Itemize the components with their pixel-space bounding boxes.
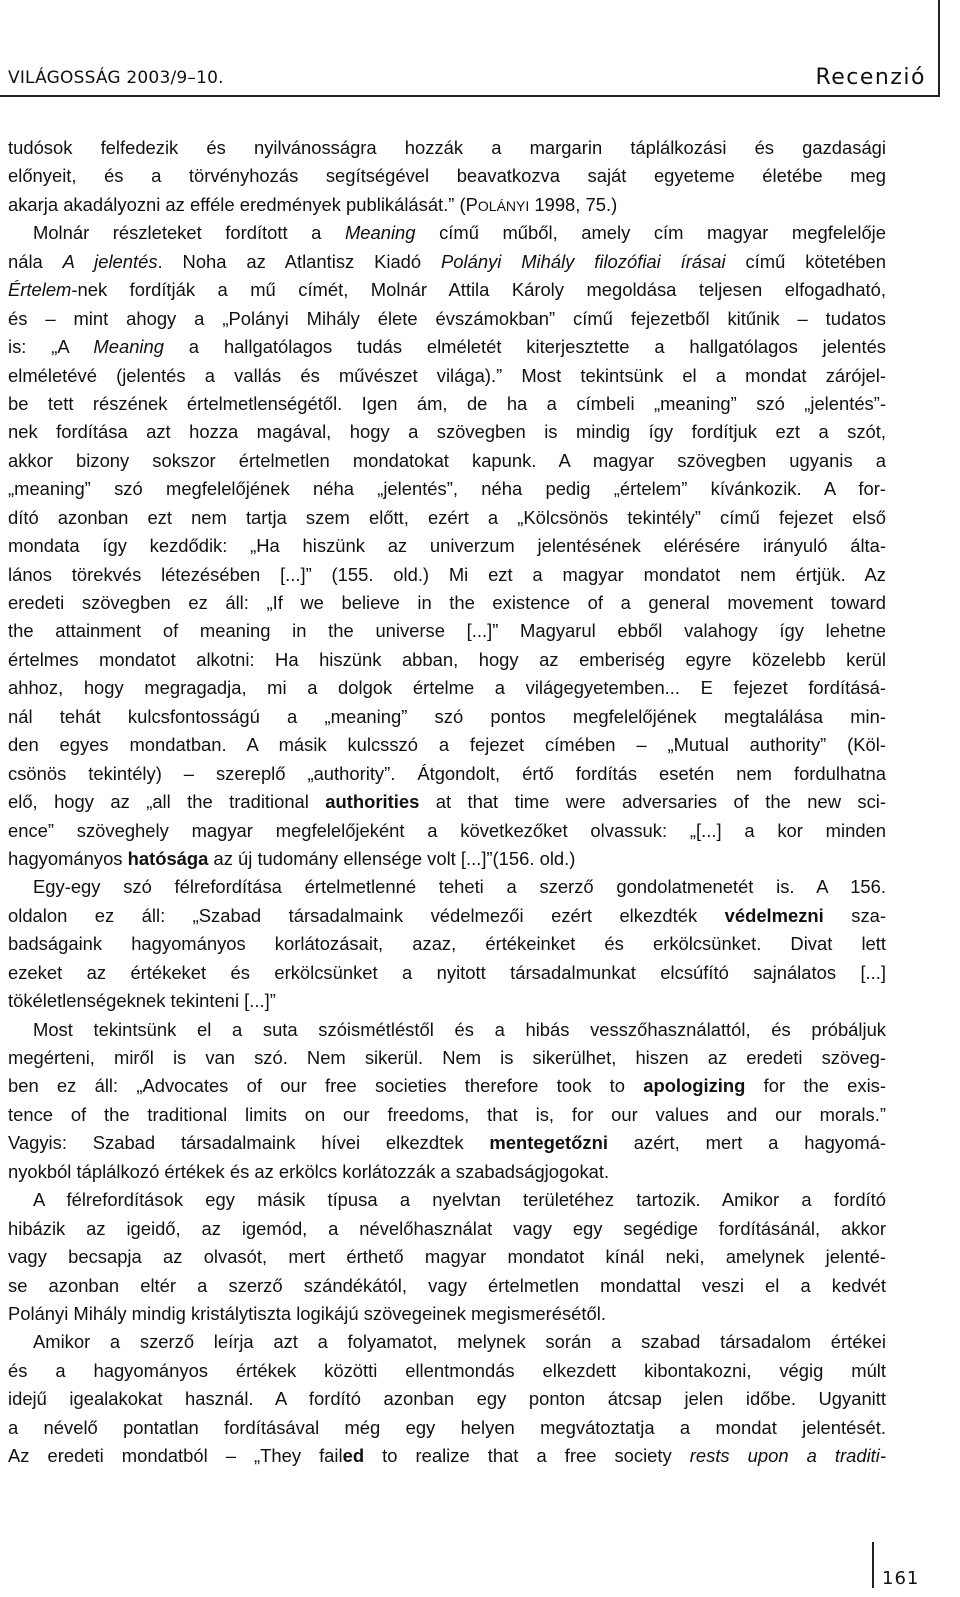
text-run: ahhoz, hogy megragadja, mi a dolgok értelme a világegyetemben... E fejezet fordításá- <box>8 677 886 699</box>
text-line <box>8 760 886 788</box>
text-line <box>8 362 886 390</box>
text-run: be tett részének értelmetlenségétől. Igen ám, de ha a címbeli „meaning” szó „jelentés”- <box>8 392 886 414</box>
text-run: se azonban eltér a szerző szándékától, vagy értelmetlen mondattal veszi el a kedvét <box>8 1274 886 1296</box>
text-line <box>8 589 886 617</box>
text-run: előnyeit, és a törvényhozás segítségével beavatkozva saját egyeteme életébe meg <box>8 165 886 187</box>
text-run: az új tudomány ellensége volt [...]”(156. old.) <box>208 847 576 869</box>
text-line <box>8 1101 886 1129</box>
text-run: for the exis- <box>745 1075 886 1097</box>
text-run: című kötetében <box>725 250 886 272</box>
text-run: nek fordítása azt hozza magával, hogy a szövegben is mindig így fordítjuk ezt a szót, <box>8 421 886 443</box>
text-run: Most tekintsünk el a suta szóismétléstől és a hibás vesszőhasználattól, és próbáljuk <box>33 1018 886 1040</box>
text-run: nála <box>8 250 63 272</box>
text-line <box>8 930 886 958</box>
styled-text-run: Meaning <box>344 222 416 244</box>
text-run: idejű igealakokat használ. A fordító azonban egy ponton átcsap jelen időbe. Ugyanitt <box>8 1388 886 1410</box>
text-run: A félrefordítások egy másik típusa a nyelvtan területéhez tartozik. Amikor a fordító <box>33 1189 886 1211</box>
text-line <box>8 703 886 731</box>
text-run: Amikor a szerző leírja azt a folyamatot, melynek során a szabad társadalom értékei <box>33 1331 886 1353</box>
text-run: Az eredeti mondatból – „They fail <box>8 1445 343 1467</box>
text-run: akkor bizony sokszor értelmetlen mondatokat kapunk. A magyar szövegben ugyanis a <box>8 449 886 471</box>
text-run: ben ez áll: „Advocates of our free societies therefore took to <box>8 1075 644 1097</box>
text-line <box>8 447 886 475</box>
text-line <box>8 561 886 589</box>
text-run: csönös tekintély) – szereplő „authority”. Átgondolt, értő fordítás esetén nem fordulhatna <box>8 762 886 784</box>
text-line <box>8 1300 886 1328</box>
text-run: to realize that a free society <box>364 1445 690 1467</box>
text-line <box>8 1072 886 1100</box>
styled-text-run: OLÁNYI <box>477 197 530 214</box>
text-line <box>8 1186 886 1214</box>
text-run: és a hagyományos értékek közötti ellentmondás elkezdett kibontakozni, végig múlt <box>8 1359 886 1381</box>
text-line <box>8 987 886 1015</box>
text-run: ezeket az értékeket és erkölcsünket a nyitott társadalmunkat elcsúfító sajnálatos [...] <box>8 961 886 983</box>
text-line <box>8 902 886 930</box>
text-run: lános törekvés létezésében [...]” (155. old.) Mi ezt a magyar mondatot nem értjük. Az <box>8 563 886 585</box>
text-line <box>8 674 886 702</box>
styled-text-run: Polányi Mihály filozófiai írásai <box>441 250 726 272</box>
text-run: is: „A <box>8 336 94 358</box>
section-title: Recenzió <box>815 65 926 90</box>
text-line <box>8 475 886 503</box>
styled-text-run: Meaning <box>93 336 164 358</box>
text-line <box>8 873 886 901</box>
text-run: Molnár részleteket fordított a <box>33 222 345 244</box>
text-line <box>8 1385 886 1413</box>
text-line <box>8 959 886 987</box>
text-line <box>8 788 886 816</box>
styled-text-run: A jelentés <box>62 250 158 272</box>
text-run: 1998, 75.) <box>529 193 618 215</box>
text-run: a hallgatólagos tudás elméletét kiterjesztette a hallgatólagos jelentés <box>163 336 886 358</box>
text-run: tökéletlenségeknek tekinteni [...]” <box>8 990 276 1012</box>
text-run: elméletévé (jelentés a vallás és művészet világa).” Most tekintsünk el a mondat zárójel- <box>8 364 886 386</box>
text-run: „meaning” szó megfelelőjének néha „jelentés”, néha pedig „értelem” kívánkozik. A for- <box>8 478 886 500</box>
text-run: oldalon ez áll: „Szabad társadalmaink védelmezői ezért elkezdték <box>8 904 725 926</box>
styled-text-run: apologizing <box>643 1075 746 1097</box>
text-line <box>8 1328 886 1356</box>
text-line <box>8 305 886 333</box>
text-run: azért, mert a hagyomá- <box>607 1132 886 1154</box>
text-line <box>8 191 886 219</box>
text-line <box>8 845 886 873</box>
text-line <box>8 646 886 674</box>
text-run: Vagyis: Szabad társadalmaink hívei elkezdtek <box>8 1132 490 1154</box>
text-run: ence” szöveghely magyar megfelelőjeként a következőket olvassuk: „[...] a kor minden <box>8 819 886 841</box>
text-line <box>8 248 886 276</box>
styled-text-run: mentegetőzni <box>489 1132 608 1154</box>
styled-text-run: ed <box>342 1445 365 1467</box>
text-line <box>8 1272 886 1300</box>
text-line <box>8 134 886 162</box>
text-run: megérteni, miről is van szó. Nem sikerül. Nem is sikerülhet, hiszen az eredeti szöveg- <box>8 1047 886 1068</box>
text-run: den egyes mondatban. A másik kulcsszó a fejezet címében – „Mutual authority” (Köl- <box>8 734 886 756</box>
text-run: tence of the traditional limits on our freedoms, that is, for our values and our morals.” <box>8 1103 886 1125</box>
text-line <box>8 1243 886 1271</box>
journal-issue: VILÁGOSSÁG 2003/9–10. <box>8 68 224 88</box>
text-run: a névelő pontatlan fordításával még egy helyen megvátoztatja a mondat jelentését. <box>8 1416 886 1438</box>
text-run: at that time were adversaries of the new sci- <box>419 791 886 813</box>
text-run: akarja akadályozni az efféle eredmények publikálását.” (P <box>8 193 478 215</box>
text-line <box>8 1016 886 1044</box>
text-run: és – mint ahogy a „Polányi Mihály élete évszámokban” című fejezetből kitűnik – tudatos <box>8 307 886 329</box>
styled-text-run: authorities <box>325 791 420 813</box>
text-run: sza- <box>823 904 886 926</box>
styled-text-run: védelmezni <box>724 904 824 926</box>
text-run: hibázik az igeidő, az igemód, a névelőhasználat vagy egy segédige fordításánál, akkor <box>8 1217 886 1239</box>
running-header <box>0 0 940 97</box>
text-line <box>8 219 886 247</box>
text-run: vagy becsapja az olvasót, mert érthető magyar mondatot kínál neki, amelynek jelenté- <box>8 1246 886 1268</box>
text-line <box>8 1129 886 1157</box>
text-line <box>8 333 886 361</box>
styled-text-run: Értelem <box>8 279 72 301</box>
text-run: -nek fordítják a mű címét, Molnár Attila Károly megoldása teljesen elfogadható, <box>71 279 886 301</box>
text-run: tudósok felfedezik és nyilvánosságra hozzák a margarin táplálkozási és gazdasági <box>8 137 886 158</box>
text-line <box>8 1158 886 1186</box>
text-run: mondata így kezdődik: „Ha hiszünk az univerzum jelentésének elérésére irányuló álta- <box>8 535 886 557</box>
text-line <box>8 504 886 532</box>
text-line <box>8 162 886 190</box>
article-body <box>8 134 886 1471</box>
text-run: értelmes mondatot alkotni: Ha hiszünk abban, hogy az emberiség egyre közelebb kerül <box>8 648 886 670</box>
text-line <box>8 817 886 845</box>
text-run: the attainment of meaning in the universe [...]” Magyarul ebből valahogy így lehetne <box>8 620 886 642</box>
text-line <box>8 1442 886 1470</box>
text-run: elő, hogy az „all the traditional <box>8 791 326 813</box>
text-line <box>8 617 886 645</box>
text-run: című műből, amely cím magyar megfelelője <box>415 222 886 244</box>
styled-text-run: rests upon a traditi- <box>689 1445 887 1467</box>
text-run: dító azonban ezt nem tartja szem előtt, ezért a „Kölcsönös tekintély” című fejezet első <box>8 506 886 528</box>
text-line <box>8 1414 886 1442</box>
text-run: eredeti szövegben ez áll: „If we believe in the existence of a general movement toward <box>8 592 886 613</box>
text-line <box>8 1215 886 1243</box>
text-run: Polányi Mihály mindig kristálytiszta logikájú szövegeinek megismerésétől. <box>8 1302 606 1324</box>
styled-text-run: hatósága <box>127 847 209 869</box>
text-line <box>8 418 886 446</box>
text-line <box>8 1044 886 1072</box>
text-line <box>8 390 886 418</box>
text-line <box>8 731 886 759</box>
text-run: nyokból táplálkozó értékek és az erkölcs korlátozzák a szabadságjogokat. <box>8 1160 610 1182</box>
text-line <box>8 276 886 304</box>
text-line <box>8 532 886 560</box>
page-number: 161 <box>882 1568 920 1589</box>
page-number-box <box>872 1542 942 1588</box>
text-run: nál tehát kulcsfontosságú a „meaning” szó pontos megfelelőjének megtalálása min- <box>8 705 886 727</box>
text-line <box>8 1357 886 1385</box>
text-run: Egy-egy szó félrefordítása értelmetlenné teheti a szerző gondolatmenetét is. A 156. <box>33 876 886 898</box>
text-run: hagyományos <box>8 847 128 869</box>
text-run: badságaink hagyományos korlátozásait, azaz, értékeinket és erkölcsünket. Divat lett <box>8 933 886 955</box>
text-run: . Noha az Atlantisz Kiadó <box>157 250 442 272</box>
